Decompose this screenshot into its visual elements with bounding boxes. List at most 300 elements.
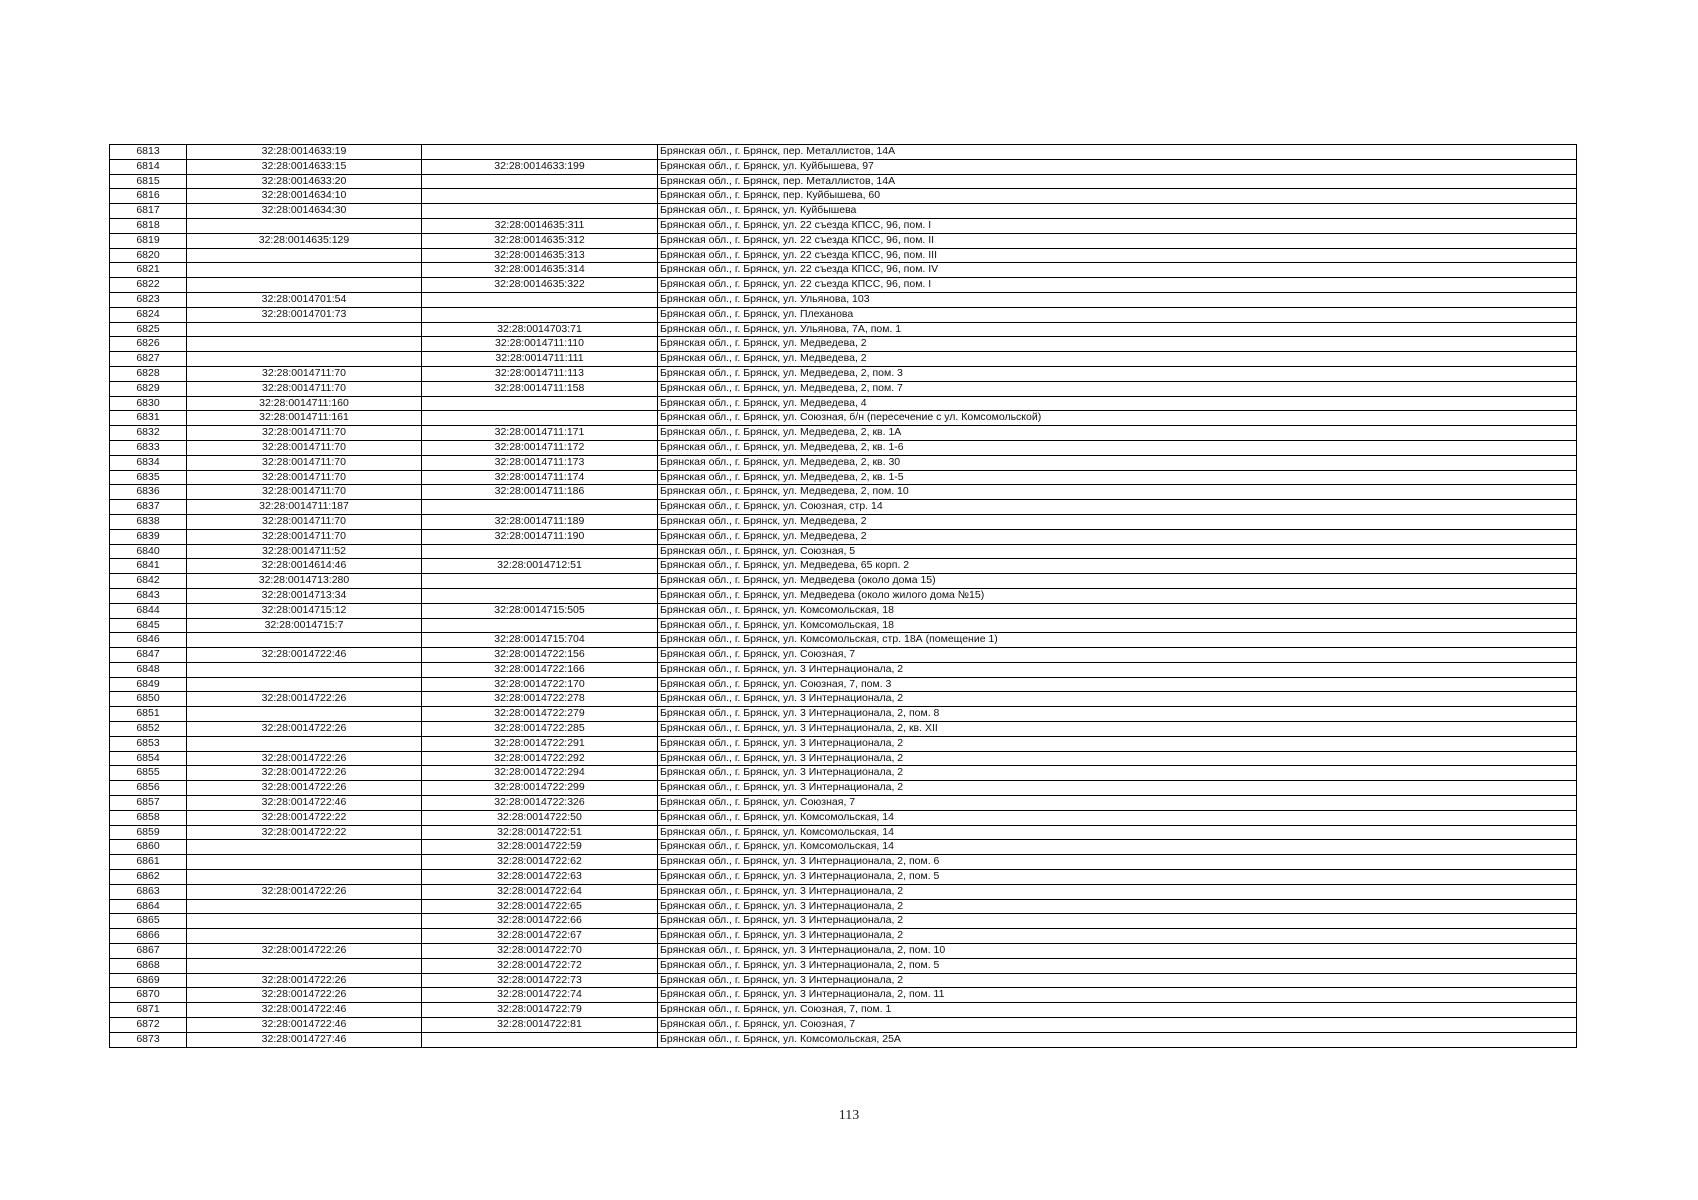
address-cell: Брянская обл., г. Брянск, ул. Медведева (около дома 15) bbox=[658, 574, 1577, 589]
cadastral-number-cell bbox=[187, 929, 422, 944]
object-number-cell: 32:28:0014722:66 bbox=[422, 914, 658, 929]
row-number-cell: 6817 bbox=[110, 204, 187, 219]
row-number-cell: 6863 bbox=[110, 884, 187, 899]
table-row bbox=[110, 988, 1577, 1003]
table-row bbox=[110, 455, 1577, 470]
object-number-cell: 32:28:0014711:171 bbox=[422, 426, 658, 441]
object-number-cell bbox=[422, 1032, 658, 1047]
address-cell: Брянская обл., г. Брянск, ул. Медведева, 2, кв. 1-6 bbox=[658, 440, 1577, 455]
table-row bbox=[110, 722, 1577, 737]
row-number-cell: 6870 bbox=[110, 988, 187, 1003]
table-row bbox=[110, 633, 1577, 648]
cadastral-number-cell: 32:28:0014711:70 bbox=[187, 426, 422, 441]
object-number-cell: 32:28:0014635:312 bbox=[422, 233, 658, 248]
row-number-cell: 6856 bbox=[110, 781, 187, 796]
cadastral-number-cell bbox=[187, 677, 422, 692]
table-row bbox=[110, 1003, 1577, 1018]
address-cell: Брянская обл., г. Брянск, ул. 3 Интернационала, 2 bbox=[658, 662, 1577, 677]
object-number-cell bbox=[422, 189, 658, 204]
row-number-cell: 6860 bbox=[110, 840, 187, 855]
address-cell: Брянская обл., г. Брянск, ул. Союзная, б/н (пересечение с ул. Комсомольской) bbox=[658, 411, 1577, 426]
address-cell: Брянская обл., г. Брянск, ул. 3 Интернационала, 2, кв. XII bbox=[658, 722, 1577, 737]
address-cell: Брянская обл., г. Брянск, ул. Ульянова, 7А, пом. 1 bbox=[658, 322, 1577, 337]
table-row bbox=[110, 174, 1577, 189]
table-row bbox=[110, 855, 1577, 870]
cadastral-number-cell: 32:28:0014722:22 bbox=[187, 810, 422, 825]
address-cell: Брянская обл., г. Брянск, пер. Куйбышева, 60 bbox=[658, 189, 1577, 204]
row-number-cell: 6859 bbox=[110, 825, 187, 840]
cadastral-number-cell: 32:28:0014701:73 bbox=[187, 307, 422, 322]
address-cell: Брянская обл., г. Брянск, ул. 3 Интернационала, 2, пом. 10 bbox=[658, 944, 1577, 959]
address-cell: Брянская обл., г. Брянск, ул. Медведева, 2, пом. 10 bbox=[658, 485, 1577, 500]
cadastral-number-cell: 32:28:0014711:70 bbox=[187, 514, 422, 529]
cadastral-number-cell: 32:28:0014722:46 bbox=[187, 648, 422, 663]
cadastral-number-cell bbox=[187, 840, 422, 855]
address-cell: Брянская обл., г. Брянск, ул. Союзная, 7 bbox=[658, 648, 1577, 663]
cadastral-number-cell: 32:28:0014634:30 bbox=[187, 204, 422, 219]
address-cell: Брянская обл., г. Брянск, ул. Медведева, 4 bbox=[658, 396, 1577, 411]
object-number-cell: 32:28:0014722:67 bbox=[422, 929, 658, 944]
address-cell: Брянская обл., г. Брянск, ул. Медведева, 2 bbox=[658, 514, 1577, 529]
cadastral-number-cell bbox=[187, 870, 422, 885]
address-cell: Брянская обл., г. Брянск, ул. Медведева, 2 bbox=[658, 352, 1577, 367]
table-row bbox=[110, 352, 1577, 367]
address-cell: Брянская обл., г. Брянск, ул. 22 съезда КПСС, 96, пом. I bbox=[658, 218, 1577, 233]
page-number: 113 bbox=[838, 1108, 860, 1123]
row-number-cell: 6854 bbox=[110, 751, 187, 766]
address-cell: Брянская обл., г. Брянск, ул. 22 съезда КПСС, 96, пом. I bbox=[658, 278, 1577, 293]
object-number-cell: 32:28:0014711:110 bbox=[422, 337, 658, 352]
cadastral-number-cell: 32:28:0014727:46 bbox=[187, 1032, 422, 1047]
row-number-cell: 6871 bbox=[110, 1003, 187, 1018]
row-number-cell: 6842 bbox=[110, 574, 187, 589]
cadastral-number-cell: 32:28:0014711:70 bbox=[187, 470, 422, 485]
address-cell: Брянская обл., г. Брянск, ул. Комсомольская, 18 bbox=[658, 603, 1577, 618]
cadastral-number-cell bbox=[187, 248, 422, 263]
address-cell: Брянская обл., г. Брянск, ул. Медведева, 2, пом. 3 bbox=[658, 366, 1577, 381]
cadastral-number-cell: 32:28:0014711:70 bbox=[187, 529, 422, 544]
table-row bbox=[110, 559, 1577, 574]
cadastral-number-cell: 32:28:0014713:34 bbox=[187, 588, 422, 603]
table-row bbox=[110, 411, 1577, 426]
table-row bbox=[110, 796, 1577, 811]
table-row bbox=[110, 766, 1577, 781]
object-number-cell: 32:28:0014711:173 bbox=[422, 455, 658, 470]
address-cell: Брянская обл., г. Брянск, ул. Медведева, 2, кв. 1А bbox=[658, 426, 1577, 441]
address-cell: Брянская обл., г. Брянск, ул. 3 Интернационала, 2 bbox=[658, 766, 1577, 781]
cadastral-number-cell: 32:28:0014633:19 bbox=[187, 145, 422, 160]
address-cell: Брянская обл., г. Брянск, ул. Медведева (около жилого дома №15) bbox=[658, 588, 1577, 603]
cadastral-number-cell: 32:28:0014713:280 bbox=[187, 574, 422, 589]
object-number-cell bbox=[422, 574, 658, 589]
object-number-cell: 32:28:0014633:199 bbox=[422, 159, 658, 174]
object-number-cell: 32:28:0014722:50 bbox=[422, 810, 658, 825]
object-number-cell: 32:28:0014635:311 bbox=[422, 218, 658, 233]
object-number-cell: 32:28:0014722:64 bbox=[422, 884, 658, 899]
object-number-cell: 32:28:0014722:74 bbox=[422, 988, 658, 1003]
table-row bbox=[110, 292, 1577, 307]
object-number-cell: 32:28:0014715:505 bbox=[422, 603, 658, 618]
address-cell: Брянская обл., г. Брянск, ул. Комсомольская, 25А bbox=[658, 1032, 1577, 1047]
object-number-cell: 32:28:0014711:189 bbox=[422, 514, 658, 529]
object-number-cell: 32:28:0014722:294 bbox=[422, 766, 658, 781]
table-row bbox=[110, 929, 1577, 944]
cadastral-number-cell: 32:28:0014722:22 bbox=[187, 825, 422, 840]
address-cell: Брянская обл., г. Брянск, ул. 3 Интернационала, 2 bbox=[658, 899, 1577, 914]
cadastral-number-cell bbox=[187, 633, 422, 648]
row-number-cell: 6824 bbox=[110, 307, 187, 322]
table-row bbox=[110, 189, 1577, 204]
address-cell: Брянская обл., г. Брянск, ул. 22 съезда КПСС, 96, пом. II bbox=[658, 233, 1577, 248]
object-number-cell: 32:28:0014722:278 bbox=[422, 692, 658, 707]
row-number-cell: 6847 bbox=[110, 648, 187, 663]
cadastral-number-cell: 32:28:0014722:26 bbox=[187, 766, 422, 781]
table-row bbox=[110, 914, 1577, 929]
row-number-cell: 6813 bbox=[110, 145, 187, 160]
table-row bbox=[110, 366, 1577, 381]
row-number-cell: 6831 bbox=[110, 411, 187, 426]
object-number-cell: 32:28:0014722:65 bbox=[422, 899, 658, 914]
object-number-cell: 32:28:0014635:322 bbox=[422, 278, 658, 293]
address-cell: Брянская обл., г. Брянск, ул. 3 Интернационала, 2 bbox=[658, 692, 1577, 707]
registry-table bbox=[109, 144, 1577, 1048]
object-number-cell: 32:28:0014722:285 bbox=[422, 722, 658, 737]
row-number-cell: 6826 bbox=[110, 337, 187, 352]
object-number-cell: 32:28:0014715:704 bbox=[422, 633, 658, 648]
address-cell: Брянская обл., г. Брянск, пер. Металлистов, 14А bbox=[658, 145, 1577, 160]
address-cell: Брянская обл., г. Брянск, ул. 3 Интернационала, 2 bbox=[658, 929, 1577, 944]
object-number-cell bbox=[422, 411, 658, 426]
table-row bbox=[110, 145, 1577, 160]
cadastral-number-cell: 32:28:0014711:187 bbox=[187, 500, 422, 515]
row-number-cell: 6841 bbox=[110, 559, 187, 574]
row-number-cell: 6862 bbox=[110, 870, 187, 885]
table-row bbox=[110, 440, 1577, 455]
object-number-cell bbox=[422, 588, 658, 603]
table-row bbox=[110, 529, 1577, 544]
cadastral-number-cell: 32:28:0014722:26 bbox=[187, 944, 422, 959]
object-number-cell: 32:28:0014722:81 bbox=[422, 1018, 658, 1033]
cadastral-number-cell: 32:28:0014715:12 bbox=[187, 603, 422, 618]
table-row bbox=[110, 677, 1577, 692]
table-row bbox=[110, 825, 1577, 840]
row-number-cell: 6866 bbox=[110, 929, 187, 944]
address-cell: Брянская обл., г. Брянск, ул. Медведева, 2, кв. 30 bbox=[658, 455, 1577, 470]
address-cell: Брянская обл., г. Брянск, ул. 3 Интернационала, 2, пом. 5 bbox=[658, 958, 1577, 973]
row-number-cell: 6825 bbox=[110, 322, 187, 337]
row-number-cell: 6867 bbox=[110, 944, 187, 959]
object-number-cell: 32:28:0014722:73 bbox=[422, 973, 658, 988]
address-cell: Брянская обл., г. Брянск, ул. 3 Интернационала, 2 bbox=[658, 973, 1577, 988]
table-row bbox=[110, 973, 1577, 988]
object-number-cell: 32:28:0014711:111 bbox=[422, 352, 658, 367]
table-row bbox=[110, 618, 1577, 633]
table-row bbox=[110, 248, 1577, 263]
table-row bbox=[110, 381, 1577, 396]
cadastral-number-cell: 32:28:0014722:26 bbox=[187, 692, 422, 707]
row-number-cell: 6836 bbox=[110, 485, 187, 500]
row-number-cell: 6850 bbox=[110, 692, 187, 707]
object-number-cell: 32:28:0014722:166 bbox=[422, 662, 658, 677]
table-row bbox=[110, 218, 1577, 233]
row-number-cell: 6869 bbox=[110, 973, 187, 988]
cadastral-number-cell: 32:28:0014722:46 bbox=[187, 796, 422, 811]
row-number-cell: 6827 bbox=[110, 352, 187, 367]
table-row bbox=[110, 736, 1577, 751]
address-cell: Брянская обл., г. Брянск, ул. Комсомольская, 14 bbox=[658, 825, 1577, 840]
row-number-cell: 6857 bbox=[110, 796, 187, 811]
cadastral-number-cell bbox=[187, 662, 422, 677]
object-number-cell bbox=[422, 292, 658, 307]
cadastral-number-cell: 32:28:0014722:46 bbox=[187, 1003, 422, 1018]
cadastral-number-cell bbox=[187, 218, 422, 233]
table-row bbox=[110, 322, 1577, 337]
table-row bbox=[110, 588, 1577, 603]
table-row bbox=[110, 1018, 1577, 1033]
row-number-cell: 6816 bbox=[110, 189, 187, 204]
address-cell: Брянская обл., г. Брянск, ул. Куйбышева bbox=[658, 204, 1577, 219]
cadastral-number-cell: 32:28:0014711:70 bbox=[187, 455, 422, 470]
object-number-cell: 32:28:0014711:172 bbox=[422, 440, 658, 455]
address-cell: Брянская обл., г. Брянск, ул. 3 Интернационала, 2 bbox=[658, 781, 1577, 796]
object-number-cell bbox=[422, 307, 658, 322]
address-cell: Брянская обл., г. Брянск, ул. Союзная, 7, пом. 1 bbox=[658, 1003, 1577, 1018]
cadastral-number-cell bbox=[187, 263, 422, 278]
address-cell: Брянская обл., г. Брянск, ул. Союзная, 7 bbox=[658, 1018, 1577, 1033]
address-cell: Брянская обл., г. Брянск, ул. Медведева, 2, пом. 7 bbox=[658, 381, 1577, 396]
object-number-cell bbox=[422, 145, 658, 160]
address-cell: Брянская обл., г. Брянск, ул. 3 Интернационала, 2, пом. 11 bbox=[658, 988, 1577, 1003]
row-number-cell: 6833 bbox=[110, 440, 187, 455]
cadastral-number-cell: 32:28:0014722:26 bbox=[187, 973, 422, 988]
address-cell: Брянская обл., г. Брянск, ул. Медведева, 2, кв. 1-5 bbox=[658, 470, 1577, 485]
row-number-cell: 6821 bbox=[110, 263, 187, 278]
table-row bbox=[110, 648, 1577, 663]
cadastral-number-cell: 32:28:0014711:70 bbox=[187, 485, 422, 500]
table-row bbox=[110, 337, 1577, 352]
object-number-cell bbox=[422, 174, 658, 189]
address-cell: Брянская обл., г. Брянск, ул. 22 съезда КПСС, 96, пом. IV bbox=[658, 263, 1577, 278]
object-number-cell: 32:28:0014722:79 bbox=[422, 1003, 658, 1018]
cadastral-number-cell bbox=[187, 736, 422, 751]
address-cell: Брянская обл., г. Брянск, ул. 3 Интернационала, 2 bbox=[658, 736, 1577, 751]
table-row bbox=[110, 662, 1577, 677]
row-number-cell: 6828 bbox=[110, 366, 187, 381]
object-number-cell bbox=[422, 618, 658, 633]
object-number-cell: 32:28:0014722:59 bbox=[422, 840, 658, 855]
address-cell: Брянская обл., г. Брянск, ул. Медведева, 2 bbox=[658, 529, 1577, 544]
object-number-cell bbox=[422, 204, 658, 219]
cadastral-number-cell bbox=[187, 322, 422, 337]
object-number-cell: 32:28:0014722:326 bbox=[422, 796, 658, 811]
cadastral-number-cell: 32:28:0014722:26 bbox=[187, 988, 422, 1003]
address-cell: Брянская обл., г. Брянск, ул. 3 Интернационала, 2, пом. 8 bbox=[658, 707, 1577, 722]
table-row bbox=[110, 470, 1577, 485]
row-number-cell: 6843 bbox=[110, 588, 187, 603]
object-number-cell bbox=[422, 500, 658, 515]
address-cell: Брянская обл., г. Брянск, пер. Металлистов, 14А bbox=[658, 174, 1577, 189]
cadastral-number-cell: 32:28:0014711:70 bbox=[187, 381, 422, 396]
row-number-cell: 6855 bbox=[110, 766, 187, 781]
cadastral-number-cell: 32:28:0014722:26 bbox=[187, 722, 422, 737]
row-number-cell: 6846 bbox=[110, 633, 187, 648]
table-row bbox=[110, 233, 1577, 248]
row-number-cell: 6820 bbox=[110, 248, 187, 263]
table-row bbox=[110, 899, 1577, 914]
row-number-cell: 6848 bbox=[110, 662, 187, 677]
cadastral-number-cell: 32:28:0014633:15 bbox=[187, 159, 422, 174]
cadastral-number-cell: 32:28:0014711:70 bbox=[187, 366, 422, 381]
table-row bbox=[110, 396, 1577, 411]
cadastral-number-cell bbox=[187, 914, 422, 929]
object-number-cell: 32:28:0014722:62 bbox=[422, 855, 658, 870]
cadastral-number-cell: 32:28:0014722:26 bbox=[187, 884, 422, 899]
cadastral-number-cell: 32:28:0014722:26 bbox=[187, 781, 422, 796]
address-cell: Брянская обл., г. Брянск, ул. 3 Интернационала, 2 bbox=[658, 914, 1577, 929]
row-number-cell: 6864 bbox=[110, 899, 187, 914]
row-number-cell: 6818 bbox=[110, 218, 187, 233]
object-number-cell: 32:28:0014711:113 bbox=[422, 366, 658, 381]
row-number-cell: 6852 bbox=[110, 722, 187, 737]
cadastral-number-cell: 32:28:0014722:26 bbox=[187, 751, 422, 766]
row-number-cell: 6849 bbox=[110, 677, 187, 692]
row-number-cell: 6872 bbox=[110, 1018, 187, 1033]
table-row bbox=[110, 840, 1577, 855]
row-number-cell: 6861 bbox=[110, 855, 187, 870]
row-number-cell: 6839 bbox=[110, 529, 187, 544]
object-number-cell: 32:28:0014722:299 bbox=[422, 781, 658, 796]
address-cell: Брянская обл., г. Брянск, ул. 3 Интернационала, 2, пом. 6 bbox=[658, 855, 1577, 870]
table-row bbox=[110, 204, 1577, 219]
object-number-cell: 32:28:0014635:314 bbox=[422, 263, 658, 278]
cadastral-number-cell: 32:28:0014711:52 bbox=[187, 544, 422, 559]
object-number-cell: 32:28:0014722:279 bbox=[422, 707, 658, 722]
address-cell: Брянская обл., г. Брянск, ул. Медведева, 2 bbox=[658, 337, 1577, 352]
table-row bbox=[110, 603, 1577, 618]
table-row bbox=[110, 278, 1577, 293]
cadastral-number-cell bbox=[187, 707, 422, 722]
row-number-cell: 6868 bbox=[110, 958, 187, 973]
address-cell: Брянская обл., г. Брянск, ул. Ульянова, 103 bbox=[658, 292, 1577, 307]
table-row bbox=[110, 500, 1577, 515]
address-cell: Брянская обл., г. Брянск, ул. Медведева, 65 корп. 2 bbox=[658, 559, 1577, 574]
row-number-cell: 6815 bbox=[110, 174, 187, 189]
object-number-cell: 32:28:0014711:174 bbox=[422, 470, 658, 485]
table-row bbox=[110, 810, 1577, 825]
row-number-cell: 6853 bbox=[110, 736, 187, 751]
cadastral-number-cell: 32:28:0014711:161 bbox=[187, 411, 422, 426]
table-row bbox=[110, 751, 1577, 766]
row-number-cell: 6840 bbox=[110, 544, 187, 559]
cadastral-number-cell bbox=[187, 352, 422, 367]
table-row bbox=[110, 485, 1577, 500]
cadastral-number-cell: 32:28:0014633:20 bbox=[187, 174, 422, 189]
address-cell: Брянская обл., г. Брянск, ул. Союзная, 5 bbox=[658, 544, 1577, 559]
cadastral-number-cell: 32:28:0014711:70 bbox=[187, 440, 422, 455]
row-number-cell: 6832 bbox=[110, 426, 187, 441]
table-row bbox=[110, 159, 1577, 174]
row-number-cell: 6845 bbox=[110, 618, 187, 633]
row-number-cell: 6858 bbox=[110, 810, 187, 825]
row-number-cell: 6819 bbox=[110, 233, 187, 248]
registry-table-body bbox=[110, 145, 1577, 1048]
row-number-cell: 6838 bbox=[110, 514, 187, 529]
cadastral-number-cell: 32:28:0014614:46 bbox=[187, 559, 422, 574]
row-number-cell: 6837 bbox=[110, 500, 187, 515]
cadastral-number-cell bbox=[187, 855, 422, 870]
row-number-cell: 6865 bbox=[110, 914, 187, 929]
object-number-cell: 32:28:0014712:51 bbox=[422, 559, 658, 574]
address-cell: Брянская обл., г. Брянск, ул. 3 Интернационала, 2 bbox=[658, 884, 1577, 899]
address-cell: Брянская обл., г. Брянск, ул. 3 Интернационала, 2 bbox=[658, 751, 1577, 766]
object-number-cell: 32:28:0014722:63 bbox=[422, 870, 658, 885]
object-number-cell: 32:28:0014711:186 bbox=[422, 485, 658, 500]
row-number-cell: 6830 bbox=[110, 396, 187, 411]
table-row bbox=[110, 514, 1577, 529]
object-number-cell: 32:28:0014722:292 bbox=[422, 751, 658, 766]
object-number-cell bbox=[422, 544, 658, 559]
object-number-cell: 32:28:0014722:70 bbox=[422, 944, 658, 959]
address-cell: Брянская обл., г. Брянск, ул. Комсомольская, 14 bbox=[658, 810, 1577, 825]
object-number-cell: 32:28:0014703:71 bbox=[422, 322, 658, 337]
object-number-cell: 32:28:0014635:313 bbox=[422, 248, 658, 263]
address-cell: Брянская обл., г. Брянск, ул. 3 Интернационала, 2, пом. 5 bbox=[658, 870, 1577, 885]
table-row bbox=[110, 884, 1577, 899]
row-number-cell: 6834 bbox=[110, 455, 187, 470]
row-number-cell: 6822 bbox=[110, 278, 187, 293]
address-cell: Брянская обл., г. Брянск, ул. Плеханова bbox=[658, 307, 1577, 322]
address-cell: Брянская обл., г. Брянск, ул. Союзная, 7 bbox=[658, 796, 1577, 811]
cadastral-number-cell: 32:28:0014722:46 bbox=[187, 1018, 422, 1033]
object-number-cell: 32:28:0014722:291 bbox=[422, 736, 658, 751]
table-row bbox=[110, 307, 1577, 322]
table-row bbox=[110, 958, 1577, 973]
address-cell: Брянская обл., г. Брянск, ул. Союзная, стр. 14 bbox=[658, 500, 1577, 515]
row-number-cell: 6829 bbox=[110, 381, 187, 396]
address-cell: Брянская обл., г. Брянск, ул. Комсомольская, 18 bbox=[658, 618, 1577, 633]
cadastral-number-cell bbox=[187, 899, 422, 914]
address-cell: Брянская обл., г. Брянск, ул. Комсомольская, стр. 18А (помещение 1) bbox=[658, 633, 1577, 648]
address-cell: Брянская обл., г. Брянск, ул. Комсомольская, 14 bbox=[658, 840, 1577, 855]
cadastral-number-cell bbox=[187, 958, 422, 973]
row-number-cell: 6844 bbox=[110, 603, 187, 618]
table-row bbox=[110, 692, 1577, 707]
object-number-cell: 32:28:0014722:170 bbox=[422, 677, 658, 692]
object-number-cell: 32:28:0014722:72 bbox=[422, 958, 658, 973]
row-number-cell: 6823 bbox=[110, 292, 187, 307]
object-number-cell: 32:28:0014722:156 bbox=[422, 648, 658, 663]
object-number-cell: 32:28:0014711:158 bbox=[422, 381, 658, 396]
object-number-cell: 32:28:0014711:190 bbox=[422, 529, 658, 544]
table-row bbox=[110, 781, 1577, 796]
cadastral-number-cell: 32:28:0014711:160 bbox=[187, 396, 422, 411]
cadastral-number-cell: 32:28:0014701:54 bbox=[187, 292, 422, 307]
cadastral-number-cell bbox=[187, 278, 422, 293]
table-row bbox=[110, 870, 1577, 885]
address-cell: Брянская обл., г. Брянск, ул. Союзная, 7, пом. 3 bbox=[658, 677, 1577, 692]
table-row bbox=[110, 1032, 1577, 1047]
object-number-cell: 32:28:0014722:51 bbox=[422, 825, 658, 840]
cadastral-number-cell: 32:28:0014634:10 bbox=[187, 189, 422, 204]
table-row bbox=[110, 707, 1577, 722]
row-number-cell: 6851 bbox=[110, 707, 187, 722]
row-number-cell: 6835 bbox=[110, 470, 187, 485]
cadastral-number-cell bbox=[187, 337, 422, 352]
address-cell: Брянская обл., г. Брянск, ул. Куйбышева, 97 bbox=[658, 159, 1577, 174]
table-row bbox=[110, 544, 1577, 559]
table-row bbox=[110, 263, 1577, 278]
address-cell: Брянская обл., г. Брянск, ул. 22 съезда КПСС, 96, пом. III bbox=[658, 248, 1577, 263]
